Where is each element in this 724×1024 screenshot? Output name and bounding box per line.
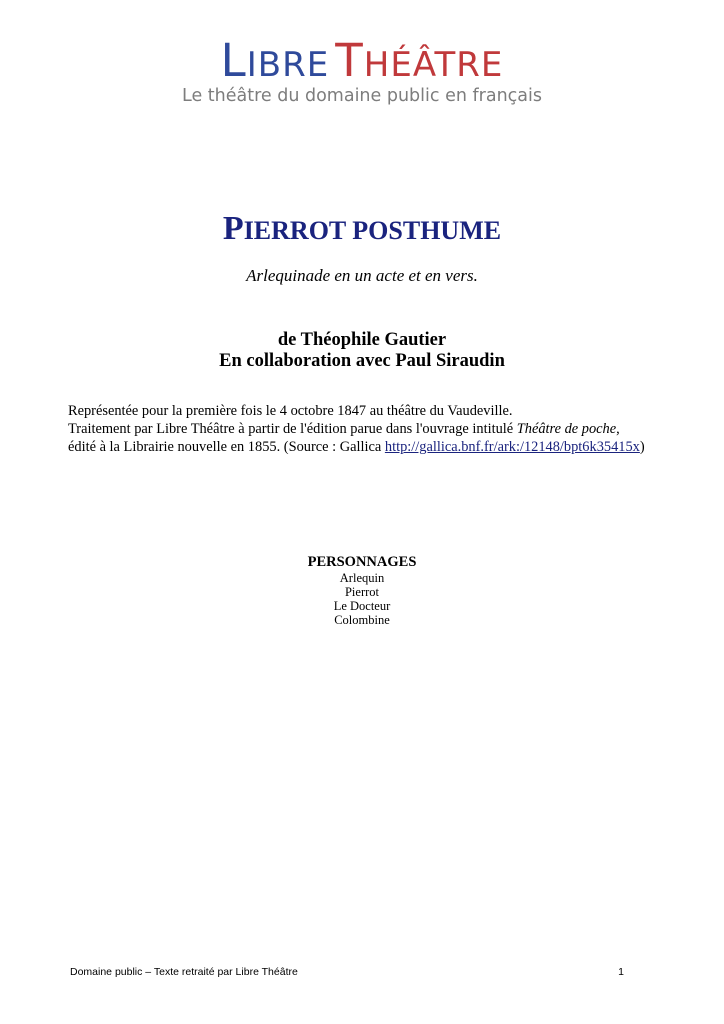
play-subtitle: Arlequinade en un acte et en vers. (246, 266, 478, 285)
play-title-rest: IERROT POSTHUME (243, 216, 502, 245)
page-number: 1 (618, 966, 624, 978)
play-title (0, 212, 724, 246)
author-line: de Théophile Gautier (277, 330, 447, 350)
footer-text: Domaine public – Texte retraité par Libre Théâtre (70, 966, 298, 978)
intro-paragraph (68, 402, 708, 456)
character-item: Arlequin (339, 571, 385, 585)
intro-line-source: édité à la Librairie nouvelle en 1855. (Source : Gallica http://gallica.bnf.fr/ark:/12148/bpt6k35415x) (68, 439, 645, 455)
intro-line-premiere: Représentée pour la première fois le 4 octobre 1847 au théâtre du Vaudeville. (68, 403, 513, 419)
authors (0, 330, 724, 372)
book-title: Théâtre de poche (516, 421, 617, 437)
intro-line-edition: Traitement par Libre Théâtre à partir de l'édition parue dans l'ouvrage intitulé Théâtre de poche, (68, 421, 620, 437)
site-logo (0, 34, 724, 106)
characters-heading: PERSONNAGES (307, 554, 417, 570)
gallica-source-link[interactable]: http://gallica.bnf.fr/ark:/12148/bpt6k35415x (384, 439, 640, 455)
character-item: Pierrot (344, 585, 380, 599)
characters-list (0, 553, 724, 627)
logo-tagline: Le théâtre du domaine public en français (182, 86, 542, 106)
character-item: Colombine (334, 613, 390, 627)
logo-wordmark (0, 34, 724, 87)
logo-word-theatre: THÉÂTRE (335, 34, 504, 87)
play-title-initial: P (222, 210, 244, 247)
logo-word-libre: LIBRE (220, 34, 330, 87)
character-item: Le Docteur (333, 599, 391, 613)
collaborator-line: En collaboration avec Paul Siraudin (219, 351, 505, 371)
page-footer (70, 966, 624, 978)
